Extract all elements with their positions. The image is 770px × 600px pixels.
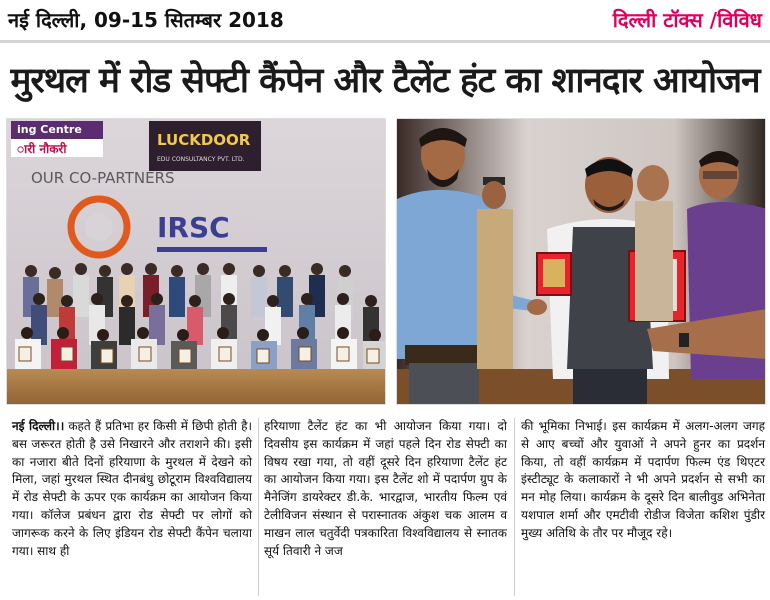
banner-left-text: ing Centre [17, 123, 82, 136]
section-label: दिल्ली टॉक्स /विविध [612, 8, 762, 32]
page-header [0, 0, 770, 46]
article-column-2: हरियाणा टैलेंट हंट का भी आयोजन किया गया। दो दिवसीय इस कार्यक्रम में जहां पहले दिन रोड सेफ्टी का विषय रखा गया, तो वहीं दूसरे दिन हरियाणा टैलेंट हंट का आयोजन किया गया। इस टैलेंट शो में पदार्पण ग्रुप के मैनेजिंग डायरेक्टर डी.के. भारद्वाज, भारतीय फिल्म एवं टेलीविजन संस्थान से परास्नातक अंकुश चक आलम व माखन लाल चतुर्वेदी पत्रकारिता विश्वविद्यालय से स्नातक सूर्य तिवारी ने जज [264, 419, 507, 558]
article-dateline: नई दिल्ली।। [12, 419, 65, 433]
headline: मुरथल में रोड सेफ्टी कैंपेन और टैलेंट हंट का शानदार आयोजन [10, 61, 760, 101]
article-column-1 [12, 418, 252, 560]
photo-award-presentation [396, 118, 766, 405]
partners-label: OUR CO-PARTNERS [31, 169, 175, 187]
banner-right-text: LUCKDOOR [157, 131, 251, 149]
photo-group-participants [6, 118, 386, 405]
column-divider [258, 418, 259, 596]
header-rule [0, 40, 770, 43]
group-photo-illustration [7, 119, 386, 405]
stage-floor [7, 369, 386, 405]
watch-icon [679, 333, 689, 347]
award-photo-illustration [397, 119, 766, 405]
banner-left-hindi: ारी नौकरी [17, 142, 67, 156]
dateline: नई दिल्ली, 09-15 सितम्बर 2018 [8, 8, 284, 32]
person-elderly [635, 165, 673, 321]
column-divider [514, 418, 515, 596]
article-column-3: की भूमिका निभाई। इस कार्यक्रम में अलग-अलग जगह से आए बच्चों और युवाओं ने अपने हुनर का प्रदर्शन किया, तो वहीं कार्यक्रम में पदार्पण फिल्म एंड थिएटर इंस्टीट्यूट के कलाकारों ने भी अपने प्रदर्शन से सभी का मन मोह लिया। कार्यक्रम के दूसरे दिन बालीवुड अभिनेता यशपाल शर्मा और एमटीवी रोडीज विजेता कशिश पुंडीर मुख्य अतिथि के तौर पर मौजूद रहे। [521, 419, 765, 540]
banner-right-subtext: EDU CONSULTANCY PVT. LTD. [157, 156, 245, 163]
article-column-1-text: कहते हैं प्रतिभा हर किसी में छिपी होती है। बस जरूरत होती है उसे निखारने और तराशने की। इसी का नजारा बीते दिनों हरियाणा के मुरथल में देखने को मिला, जहां मुरथल स्थित दीनबंधु छोटूराम विश्वविद्यालय में रोड सेफ्टी के ऊपर एक कार्यक्रम का आयोजन किया गया। कॉलेज प्रबंधन द्वारा रोड सेफ्टी पर लोगों को जागरूक करने के लिए इंडियन रोड सेफ्टी कैंपेन चलाया गया। साथ ही [12, 419, 252, 558]
irsc-logo-text: IRSC [157, 211, 230, 244]
